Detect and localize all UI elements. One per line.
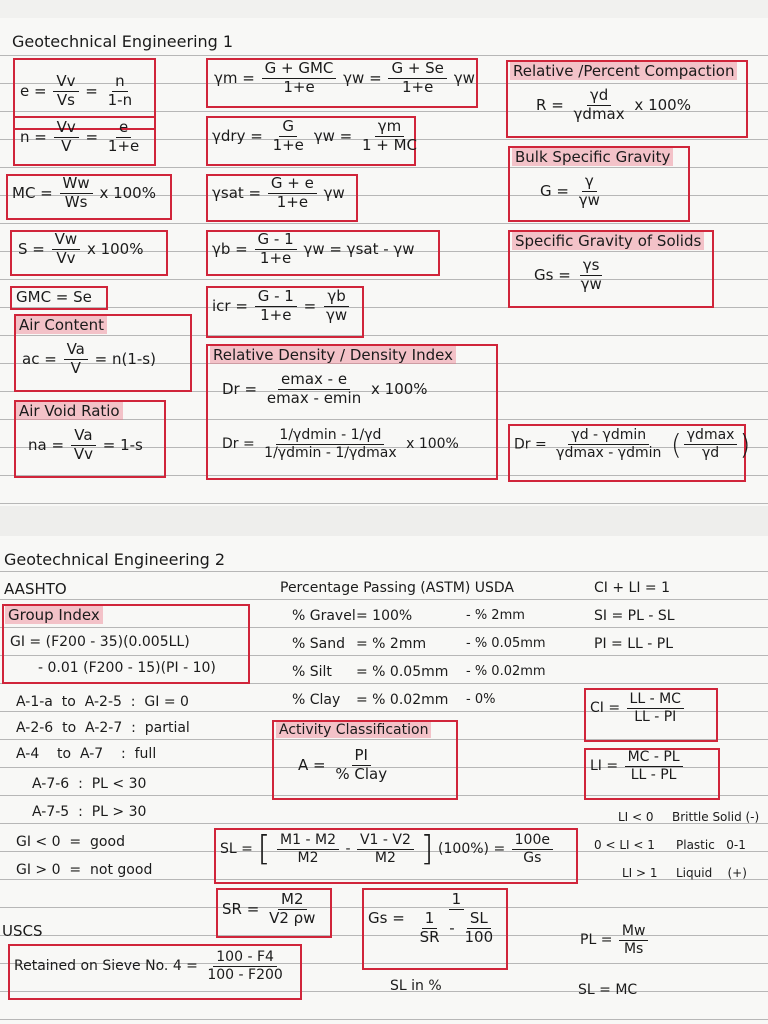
formula-moist-unit-weight: γm = $\frac{\text{G + GMC}}{1+e}$ γw = $\frac{G + Se}{1+e}$ γw (214, 59, 475, 96)
li-condition: 0 < LI < 1 (594, 838, 655, 852)
formula-critical-gradient: icr = $\frac{G - 1}{1+e}$ = $\frac{\gamma b}{\gamma w}$ (212, 287, 348, 324)
gi-good: GI < 0 = good (16, 834, 125, 850)
passing-expr: = % 0.05mm (356, 664, 449, 680)
formula-air-void-ratio: na = $\frac{Va}{Vv}$ = 1-s (28, 426, 143, 463)
formula-moisture-content: MC = $\frac{Ww}{Ws}$ x 100% (12, 174, 156, 211)
aashto-class-row: A-7-6 : PL < 30 (32, 776, 147, 792)
group-index-label: Group Index (5, 606, 103, 624)
bulk-sg-label: Bulk Specific Gravity (512, 148, 673, 166)
li-condition: LI < 0 (618, 810, 654, 824)
formula-saturation: S = $\frac{Vw}{Vv}$ x 100% (18, 230, 144, 267)
sg-solids-label: Specific Gravity of Solids (512, 232, 704, 250)
passing-minus: - % 0.02mm (466, 664, 546, 679)
aashto-class-row: A-1-a to A-2-5 : GI = 0 (16, 694, 189, 710)
passing-heading: Percentage Passing (ASTM) USDA (280, 580, 515, 596)
page-title: Geotechnical Engineering 2 (4, 550, 226, 569)
passing-name: % Sand (292, 636, 345, 652)
formula-relative-density-2: Dr = $\frac{1/\gamma dmin - 1/\gamma d}{1/\gamma dmin - 1/\gamma dmax}$ x 100% (222, 427, 459, 461)
formula-dr-alt: Dr = $\frac{\gamma d - \gamma dmin}{\gamma dmax - \gamma dmin}$ ( $\frac{\gamma dmax}{\gamma d}$ ) (514, 427, 751, 461)
formula-activity: A = $\frac{PI}{\text{\% Clay}}$ (298, 746, 388, 783)
formula-si: SI = PL - SL (594, 608, 675, 624)
formula-shrinkage-limit: SL = [ $\frac{M1 - M2}{M2}$ - $\frac{V1 - V2}{M2}$ ] (100%) = $\frac{100e}{Gs}$ (220, 832, 555, 866)
uscs-heading: USCS (2, 922, 43, 940)
air-content-label: Air Content (16, 316, 107, 334)
li-state: Liquid (+) (676, 866, 747, 880)
relative-compaction-label: Relative /Percent Compaction (510, 62, 737, 80)
aashto-class-row: A-7-5 : PL > 30 (32, 804, 147, 820)
formula-porosity: n = $\frac{Vv}{V}$ = $\frac{e}{1+e}$ (20, 118, 140, 155)
passing-name: % Silt (292, 664, 332, 680)
notes-page-2 (0, 536, 768, 1024)
formula-dry-unit-weight: γdry = $\frac{G}{1+e}$ γw = $\frac{\gamma m}{1 + MC}$ (212, 117, 418, 154)
passing-expr: = % 0.02mm (356, 692, 449, 708)
passing-minus: - 0% (466, 692, 496, 707)
formula-air-content: ac = $\frac{Va}{V}$ = n(1-s) (22, 340, 156, 377)
passing-expr: = % 2mm (356, 636, 427, 652)
formula-pi: PI = LL - PL (594, 636, 673, 652)
li-state: Plastic 0-1 (676, 838, 746, 852)
formula-plastic-limit: PL = $\frac{Mw}{Ms}$ (580, 924, 650, 956)
formula-relative-compaction: R = $\frac{\gamma d}{\gamma dmax}$ x 100% (536, 86, 691, 123)
page-gap (0, 506, 768, 536)
passing-minus: - % 2mm (466, 608, 525, 623)
air-void-label: Air Void Ratio (16, 402, 123, 420)
formula-gi-line1: GI = (F200 - 35)(0.005LL) (10, 634, 190, 650)
page-title: Geotechnical Engineering 1 (12, 32, 234, 51)
formula-bulk-sg: G = $\frac{\gamma}{\gamma w}$ (540, 172, 600, 209)
li-state: Brittle Solid (-) (672, 810, 760, 824)
passing-name: % Gravel (292, 608, 356, 624)
aashto-heading: AASHTO (4, 580, 67, 598)
notes-page-1 (0, 18, 768, 506)
aashto-class-row: A-2-6 to A-2-7 : partial (16, 720, 190, 736)
formula-consistency-index: CI = $\frac{LL - MC}{LL - PI}$ (590, 692, 686, 724)
passing-expr: = 100% (356, 608, 413, 624)
sl-in-percent-note: SL in % (390, 978, 442, 994)
passing-name: % Clay (292, 692, 341, 708)
formula-liquidity-index: LI = $\frac{MC - PL}{LL - PL}$ (590, 750, 685, 782)
formula-shrinkage-ratio: SR = $\frac{M2}{V2 \rho w}$ (222, 890, 316, 927)
formula-void-ratio: e = $\frac{Vv}{Vs}$ = $\frac{n}{1-n}$ (20, 72, 133, 109)
formula-relative-density-1: Dr = $\frac{emax - e}{emax - emin}$ x 100% (222, 370, 428, 407)
activity-label: Activity Classification (276, 722, 431, 738)
formula-gs-from-sl: Gs = 1 $\frac{1}{SR}$ - $\frac{SL}{100}$ (368, 890, 494, 946)
gi-not-good: GI > 0 = not good (16, 862, 153, 878)
relative-density-label: Relative Density / Density Index (210, 346, 456, 364)
formula-gi-line2: - 0.01 (F200 - 15)(PI - 10) (38, 660, 216, 676)
formula-sg-solids: Gs = $\frac{\gamma s}{\gamma w}$ (534, 256, 602, 293)
li-condition: LI > 1 (622, 866, 658, 880)
aashto-class-row: A-4 to A-7 : full (16, 746, 157, 762)
formula-buoyant-unit-weight: γb = $\frac{G - 1}{1+e}$ γw = γsat - γw (212, 230, 415, 267)
formula-saturated-unit-weight: γsat = $\frac{G + e}{1+e}$ γw (212, 174, 345, 211)
formula-ci-li: CI + LI = 1 (594, 580, 671, 596)
formula-gmc: GMC = Se (16, 288, 92, 306)
formula-sl-mc: SL = MC (578, 982, 638, 998)
passing-minus: - % 0.05mm (466, 636, 546, 651)
formula-retained-sieve-4: Retained on Sieve No. 4 = $\frac{100 - F4}{100 - F200}$ (14, 949, 283, 983)
